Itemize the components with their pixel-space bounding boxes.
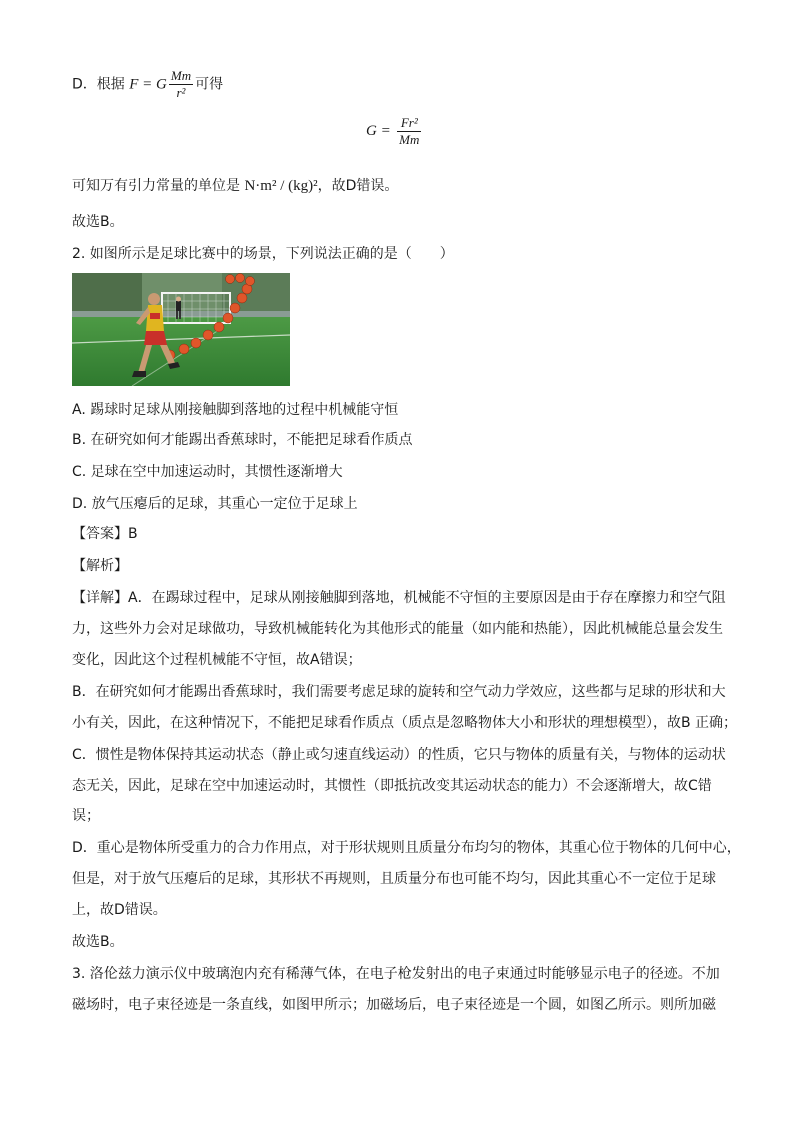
unit-line-suffix: ，故D错误。: [317, 178, 399, 194]
detail-line: 力，这些外力会对足球做功，导致机械能转化为其他形式的能量（如内能和热能），因此机械能总量会发生: [72, 621, 723, 637]
option-a: A. 踢球时足球从刚接触脚到落地的过程中机械能守恒: [72, 402, 399, 418]
option-d-suffix: 可得: [195, 76, 224, 93]
unit-line-prefix: 可知万有引力常量的单位是: [72, 178, 240, 194]
choose-answer-1: 故选B。: [72, 214, 124, 230]
detail-line: D．重心是物体所受重力的合力作用点，对于形状规则且质量分布均匀的物体，其重心位于物体的几何中心，: [72, 840, 741, 856]
detail-line: 误；: [72, 808, 100, 824]
detail-line: C．惯性是物体保持其运动状态（静止或匀速直线运动）的性质，它只与物体的质量有关，与物体的运动状: [72, 747, 726, 763]
option-b: B. 在研究如何才能踢出香蕉球时，不能把足球看作质点: [72, 432, 413, 448]
soccer-photo-illustration: [72, 273, 290, 386]
answer-label: 【答案】B: [72, 526, 138, 542]
fraction-numerator: Mm: [170, 68, 192, 83]
option-d: D. 放气压瘪后的足球，其重心一定位于足球上: [72, 496, 358, 512]
fraction-denominator: Mm: [399, 131, 420, 147]
g-formula: [366, 114, 466, 148]
fraction-denominator: r²: [176, 85, 186, 100]
unit-line: [72, 176, 732, 196]
unit-expression: N·m² / (kg)²: [244, 178, 318, 194]
soccer-kick-photo: [72, 273, 290, 386]
question-2-stem: 2. 如图所示是足球比赛中的场景，下列说法正确的是（ ）: [72, 246, 454, 262]
fraction-numerator: Fr²: [397, 115, 421, 132]
option-d-formula-line: [72, 68, 732, 101]
fraction-fr2-over-mm: [397, 115, 421, 148]
detail-line: 小有关，因此，在这种情况下，不能把足球看作质点（质点是忽略物体大小和形状的理想模型），故B 正确；: [72, 715, 738, 731]
detail-line: 上，故D错误。: [72, 902, 167, 918]
choose-answer-2: 故选B。: [72, 934, 124, 950]
fraction-mm-over-r2: [169, 68, 193, 101]
question-3-line: 磁场时，电子束径迹是一条直线，如图甲所示；加磁场后，电子束径迹是一个圆，如图乙所示。则所加磁: [72, 997, 716, 1013]
g-formula-lhs: G =: [366, 123, 391, 139]
detail-line: 【详解】A．在踢球过程中，足球从刚接触脚到落地，机械能不守恒的主要原因是由于存在摩擦力和空气阻: [72, 590, 726, 606]
question-3-line: 3. 洛伦兹力演示仪中玻璃泡内充有稀薄气体，在电子枪发射出的电子束通过时能够显示电子的径迹。不加: [72, 966, 720, 982]
option-c: C. 足球在空中加速运动时，其惯性逐渐增大: [72, 464, 343, 480]
detail-line: 态无关，因此，足球在空中加速运动时，其惯性（即抵抗改变其运动状态的能力）不会逐渐增大，故C错: [72, 778, 712, 794]
analysis-label: 【解析】: [72, 558, 128, 574]
detail-line: 变化，因此这个过程机械能不守恒，故A错误；: [72, 652, 362, 668]
detail-line: B．在研究如何才能踢出香蕉球时，我们需要考虑足球的旋转和空气动力学效应，这些都与足球的形状和大: [72, 684, 726, 700]
formula-f: F: [129, 76, 139, 93]
option-d-prefix: D．根据: [72, 76, 125, 93]
formula-eq-g: = G: [138, 76, 167, 93]
detail-line: 但是，对于放气压瘪后的足球，其形状不再规则，且质量分布也可能不均匀，因此其重心不一定位于足球: [72, 871, 716, 887]
